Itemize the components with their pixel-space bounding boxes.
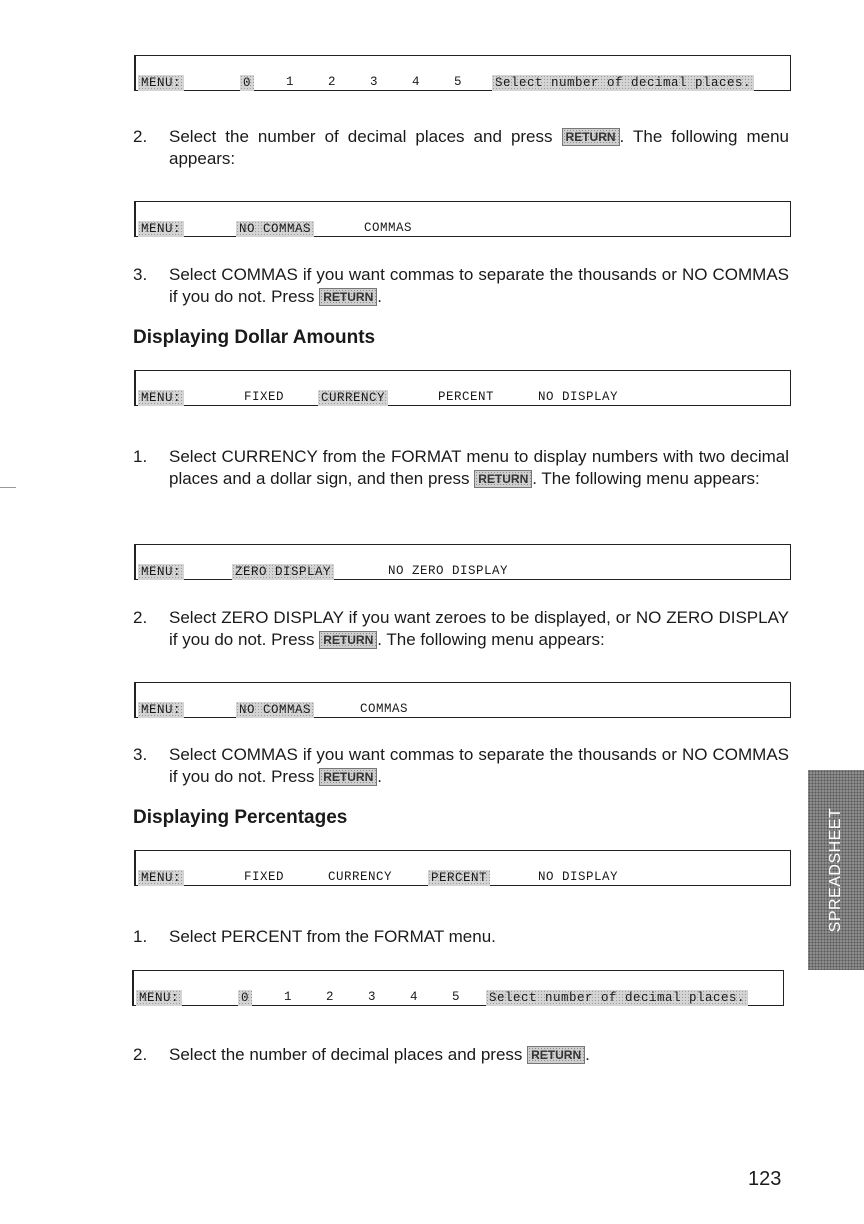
menu-option-5[interactable]: 5	[452, 990, 461, 1004]
menu-label: MENU:	[136, 990, 182, 1006]
menu-option-0[interactable]: 0	[238, 990, 252, 1006]
menu-option-currency[interactable]: CURRENCY	[328, 870, 393, 884]
return-key-icon: RETURN	[474, 470, 532, 488]
menu-option-no-commas[interactable]: NO COMMAS	[236, 221, 314, 237]
step-number: 3.	[133, 265, 148, 284]
heading-dollar-amounts: Displaying Dollar Amounts	[133, 327, 376, 348]
menu-option-4[interactable]: 4	[412, 75, 421, 89]
menu-option-0[interactable]: 0	[240, 75, 254, 91]
step-number: 2.	[133, 1045, 148, 1064]
heading-percentages: Displaying Percentages	[133, 807, 348, 828]
menu-label: MENU:	[138, 870, 184, 886]
menu-box-decimal-places	[132, 970, 784, 1006]
menu-prompt: Select number of decimal places.	[492, 75, 754, 91]
menu-box-format	[134, 370, 791, 406]
menu-option-percent[interactable]: PERCENT	[438, 390, 495, 404]
menu-option-3[interactable]: 3	[370, 75, 379, 89]
menu-box-commas	[134, 682, 791, 718]
step-text: Select COMMAS if you want commas to separate the thousands or NO COMMAS if you do not. Press RETURN .	[169, 745, 789, 786]
step-number: 2.	[133, 127, 148, 146]
page-number: 123	[748, 1168, 782, 1190]
menu-label: MENU:	[138, 702, 184, 718]
return-key-icon: RETURN	[562, 128, 620, 146]
margin-mark	[0, 487, 16, 488]
menu-option-zero-display[interactable]: ZERO DISPLAY	[232, 564, 334, 580]
menu-option-commas[interactable]: COMMAS	[360, 702, 409, 716]
step-text: Select COMMAS if you want commas to separate the thousands or NO COMMAS if you do not. Press RETURN .	[169, 265, 789, 306]
section-tab-label: SPREADSHEET	[827, 807, 844, 933]
menu-option-percent[interactable]: PERCENT	[428, 870, 490, 886]
return-key-icon: RETURN	[319, 768, 377, 786]
step-number: 3.	[133, 745, 148, 764]
menu-box-commas	[134, 201, 791, 237]
step-text: Select ZERO DISPLAY if you want zeroes to be displayed, or NO ZERO DISPLAY if you do not. Press RETURN . The following menu appears:	[169, 608, 789, 649]
step-text: Select PERCENT from the FORMAT menu.	[169, 927, 496, 946]
menu-prompt: Select number of decimal places.	[486, 990, 748, 1006]
menu-box-decimal-places	[134, 55, 791, 91]
return-key-icon: RETURN	[319, 288, 377, 306]
menu-label: MENU:	[138, 564, 184, 580]
menu-option-2[interactable]: 2	[328, 75, 337, 89]
step-number: 1.	[133, 927, 148, 946]
menu-option-4[interactable]: 4	[410, 990, 419, 1004]
menu-option-fixed[interactable]: FIXED	[244, 870, 285, 884]
menu-option-3[interactable]: 3	[368, 990, 377, 1004]
menu-option-no-commas[interactable]: NO COMMAS	[236, 702, 314, 718]
step-number: 1.	[133, 447, 148, 466]
menu-label: MENU:	[138, 390, 184, 406]
menu-option-no-zero-display[interactable]: NO ZERO DISPLAY	[388, 564, 509, 578]
menu-option-no-display[interactable]: NO DISPLAY	[538, 390, 619, 404]
menu-option-currency[interactable]: CURRENCY	[318, 390, 388, 406]
menu-option-fixed[interactable]: FIXED	[244, 390, 285, 404]
menu-label: MENU:	[138, 221, 184, 237]
menu-box-format	[134, 850, 791, 886]
step-number: 2.	[133, 608, 148, 627]
return-key-icon: RETURN	[319, 631, 377, 649]
menu-option-1[interactable]: 1	[284, 990, 293, 1004]
step-text: Select CURRENCY from the FORMAT menu to display numbers with two decimal places and a dollar sign, and then press RETURN . The following menu appears:	[169, 447, 789, 488]
menu-box-zero-display	[134, 544, 791, 580]
menu-option-5[interactable]: 5	[454, 75, 463, 89]
menu-option-2[interactable]: 2	[326, 990, 335, 1004]
step-text: Select the number of decimal places and press RETURN . The following menu appears:	[169, 127, 789, 168]
step-text: Select the number of decimal places and press RETURN .	[169, 1045, 590, 1064]
section-tab	[808, 770, 864, 970]
return-key-icon: RETURN	[527, 1046, 585, 1064]
menu-option-commas[interactable]: COMMAS	[364, 221, 413, 235]
menu-label: MENU:	[138, 75, 184, 91]
menu-option-1[interactable]: 1	[286, 75, 295, 89]
menu-option-no-display[interactable]: NO DISPLAY	[538, 870, 619, 884]
